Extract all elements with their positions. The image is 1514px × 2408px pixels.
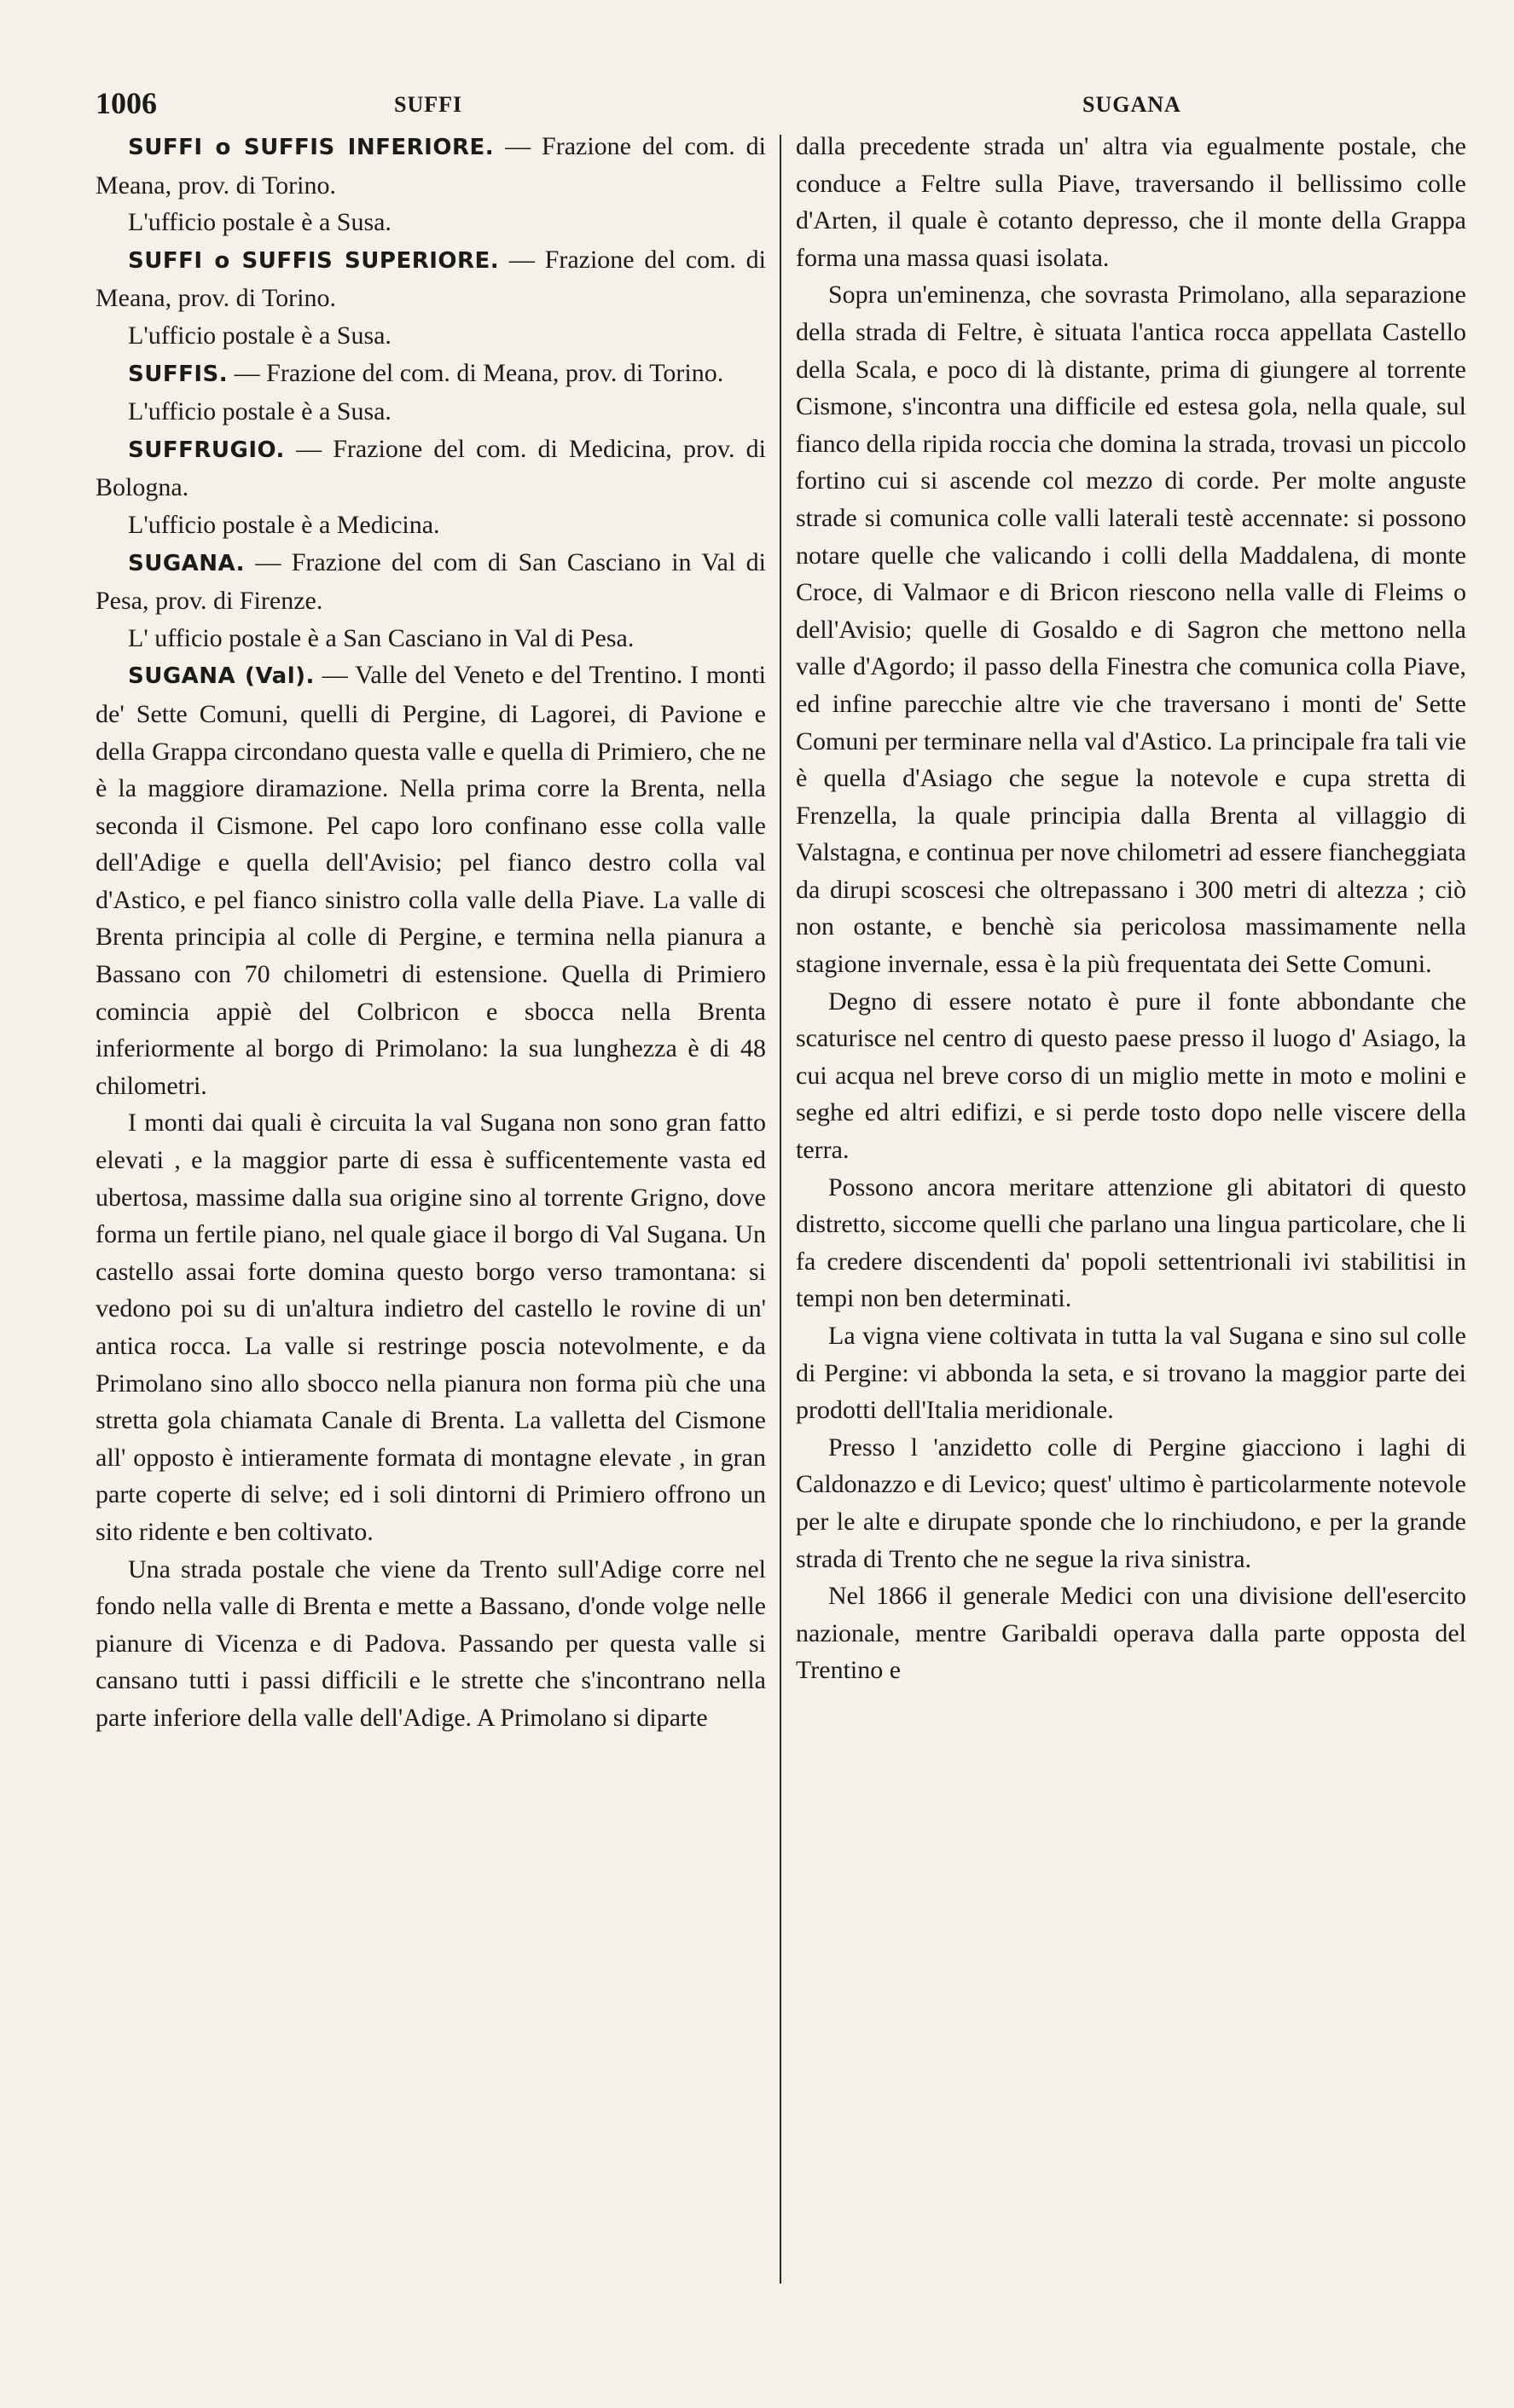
entry-paragraph [96, 241, 766, 317]
entry-headword: SUFFI o SUFFIS INFERIORE. [128, 135, 495, 160]
text-paragraph [796, 1169, 1466, 1317]
paragraph-text: dalla precedente strada un' altra via egualmente postale, che conduce a Feltre sulla Piave, traversando il bellissimo colle d'Arten, il quale è cotanto depresso, che il monte della Grappa forma una massa quasi isolata. [796, 132, 1466, 272]
text-paragraph [96, 1551, 766, 1737]
paragraph-text: L'ufficio postale è a Medicina. [128, 510, 440, 539]
entry-headword: SUGANA. [128, 550, 246, 576]
paragraph-text: L'ufficio postale è a Susa. [128, 321, 392, 350]
paragraph-text: — Frazione del com di San Casciano in Val di Pesa, prov. di Firenze. [96, 547, 766, 616]
running-head [96, 85, 1452, 130]
paragraph-text: L'ufficio postale è a Susa. [128, 208, 392, 237]
right-text-column [796, 128, 1466, 1689]
paragraph-text: — Frazione del com. di Medicina, prov. di Bologna. [96, 434, 766, 502]
page-number: 1006 [96, 86, 157, 120]
paragraph-text: Presso l 'anzidetto colle di Pergine giacciono i laghi di Caldonazzo e di Levico; quest' ultimo è particolarmente notevole per le alte e dirupate sponde che lo rinchiudono, e per la grande strada di Trento che ne segue la riva sinistra. [796, 1433, 1466, 1573]
entry-paragraph [96, 657, 766, 1104]
text-paragraph [96, 393, 766, 431]
paragraph-text: L' ufficio postale è a San Casciano in Val di Pesa. [128, 623, 635, 652]
entry-paragraph [96, 431, 766, 506]
text-paragraph [96, 1104, 766, 1550]
text-paragraph [96, 506, 766, 544]
entry-paragraph [96, 355, 766, 394]
text-paragraph [96, 204, 766, 241]
paragraph-text: — Frazione del com. di Meana, prov. di Torino. [96, 132, 766, 200]
column-divider [780, 135, 781, 2284]
right-running-head: SUGANA [1082, 92, 1181, 117]
paragraph-text: Possono ancora meritare attenzione gli abitatori di questo distretto, siccome quelli che parlano una lingua particolare, che li fa credere discendenti da' popoli settentrionali ivi stabilitisi in tempi non ben determinati. [796, 1172, 1466, 1313]
text-paragraph [96, 317, 766, 355]
text-paragraph [796, 128, 1466, 276]
entry-headword: SUGANA (Val). [128, 663, 315, 690]
left-running-head: SUFFI [394, 92, 463, 117]
paragraph-text: I monti dai quali è circuita la val Sugana non sono gran fatto elevati , e la maggior parte di essa è sufficentemente vasta ed ubertosa, massime dalla sua origine sino al torrente Grigno, dove forma un fertile piano, nel quale giace il borgo di Val Sugana. Un castello assai forte domina questo borgo verso tramontana: si vedono poi su di un'altura indietro del castello le rovine di un' antica rocca. La valle si restringe poscia notevolmente, e da Primolano sino allo sbocco nella pianura non forma più che una stretta gola chiamata Canale di Brenta. La valletta del Cismone all' opposto è intieramente formata di montagne elevate , in gran parte coperte di selve; ed i soli dintorni di Primiero offrono un sito ridente e ben coltivato. [96, 1108, 766, 1546]
text-paragraph [796, 1429, 1466, 1577]
left-text-column [96, 128, 766, 1737]
paragraph-text: — Frazione del com. di Meana, prov. di Torino. [96, 245, 767, 313]
text-paragraph [796, 1577, 1466, 1689]
paragraph-text: — Valle del Veneto e del Trentino. I monti de' Sette Comuni, quelli di Pergine, di Lagorei, di Pavione e della Grappa circondano questa valle e quella di Primiero, che ne è la maggiore diramazione. Nella prima corre la Brenta, nella seconda il Cismone. Pel capo loro confinano esse colla valle dell'Adige e quella dell'Avisio; pel fianco destro colla val d'Astico, e pel fianco sinistro colla valle della Piave. La valle di Brenta principia al colle di Pergine, e termina nella pianura a Bassano con 70 chilometri di estensione. Quella di Primiero comincia appiè del Colbricon e sbocca nella Brenta inferiormente al borgo di Primolano: la sua lunghezza è di 48 chilometri. [96, 661, 766, 1100]
paragraph-text: La vigna viene coltivata in tutta la val Sugana e sino sul colle di Pergine: vi abbonda la seta, e si trovano la maggior parte dei prodotti dell'Italia meridionale. [796, 1322, 1466, 1425]
paragraph-text: Una strada postale che viene da Trento sull'Adige corre nel fondo nella valle di Brenta e mette a Bassano, d'onde volge nelle pianure di Vicenza e di Padova. Passando per questa valle si cansano tutti i passi difficili e le strette che s'incontrano nella parte inferiore della valle dell'Adige. A Primolano si diparte [96, 1554, 766, 1732]
entry-headword: SUFFIS. [128, 361, 229, 387]
text-paragraph [796, 276, 1466, 982]
entry-paragraph [96, 544, 766, 620]
text-paragraph [96, 620, 766, 657]
paragraph-text: Nel 1866 il generale Medici con una divisione dell'esercito nazionale, mentre Garibaldi operava dalla parte opposta del Trentino e [796, 1582, 1466, 1685]
entry-paragraph [96, 128, 766, 204]
entry-headword: SUFFRUGIO. [128, 437, 285, 463]
entry-headword: SUFFI o SUFFIS SUPERIORE. [128, 247, 500, 274]
text-paragraph [796, 1317, 1466, 1429]
paragraph-text: Sopra un'eminenza, che sovrasta Primolano, alla separazione della strada di Feltre, è situata l'antica rocca appellata Castello della Scala, e poco di là distante, prima di giungere al torrente Cismone, s'incontra una difficile ed estesa gola, nella quale, sul fianco della ripida roccia che domina la strada, trovasi un piccolo fortino cui si ascende col mezzo di corde. Per molte anguste strade si comunica colle valli laterali testè accennate: si possono notare quelle che valicando i colli della Maddalena, di monte Croce, di Valmaor e di Bricon riescono nella valle di Fleims o dell'Avisio; quelle di Gosaldo e di Sagron che mettono nella valle d'Agordo; il passo della Finestra che comunica colla Piave, ed infine parecchie altre vie che traversano i monti de' Sette Comuni per terminare nella val d'Astico. La principale fra tali vie è quella d'Asiago che segue la notevole e cupa stretta di Frenzella, la quale principia dalla Brenta al villaggio di Valstagna, e continua per nove chilometri ad essere fiancheggiata da dirupi scoscesi che oltrepassano i 300 metri di altezza ; ciò non ostante, e benchè sia pericolosa massimamente nella stagione invernale, essa è la più frequentata dei Sette Comuni. [796, 281, 1466, 979]
text-paragraph [796, 983, 1466, 1169]
paragraph-text: Degno di essere notato è pure il fonte abbondante che scaturisce nel centro di questo paese presso il luogo d' Asiago, la cui acqua nel breve corso di un miglio mette in moto e molini e seghe ed altri edifizi, e si perde tosto dopo nelle viscere della terra. [796, 987, 1466, 1165]
paragraph-text: L'ufficio postale è a Susa. [128, 397, 392, 426]
paragraph-text: — Frazione del com. di Meana, prov. di Torino. [228, 358, 724, 387]
